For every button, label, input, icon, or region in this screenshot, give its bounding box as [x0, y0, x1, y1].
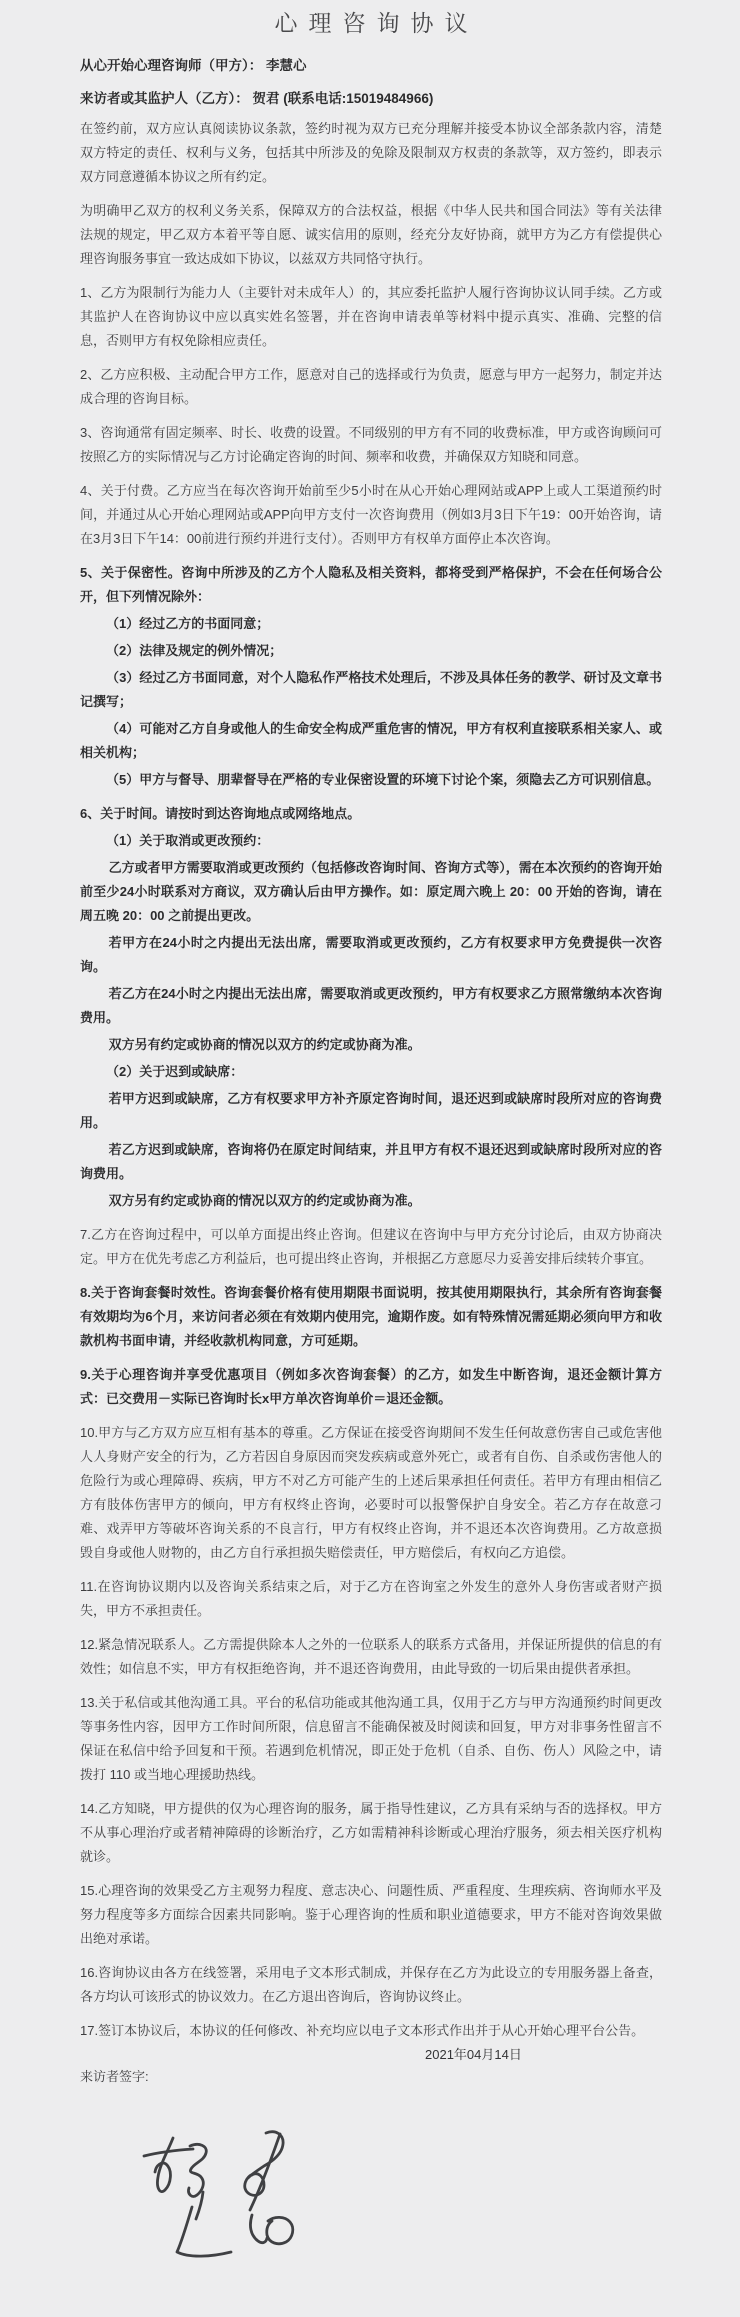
- clause-paragraph: （5）甲方与督导、朋辈督导在严格的专业保密设置的环境下讨论个案，须隐去乙方可识别信息。: [106, 772, 660, 787]
- clause-paragraph: 10.甲方与乙方双方应互相有基本的尊重。乙方保证在接受咨询期间不发生任何故意伤害自己或危害他人人身财产安全的行为，乙方若因自身原因而突发疾病或意外死亡，或者有自伤、自杀或伤害他人的危险行为或心理障碍、疾病，甲方不对乙方可能产生的上述后果承担任何责任。若甲方有理由相信乙方有肢体伤害甲方的倾向，甲方有权终止咨询，必要时可以报警保护自身安全。若乙方存在故意刁难、戏弄甲方等破坏咨询关系的不良言行，甲方有权终止咨询，并不退还本次咨询费用。乙方故意损毁自身或他人财物的，由乙方自行承担损失赔偿责任，甲方赔偿后，有权向乙方追偿。: [80, 1425, 662, 1560]
- clause-paragraph: （4）可能对乙方自身或他人的生命安全构成严重危害的情况，甲方有权利直接联系相关家人、或相关机构；: [80, 721, 662, 760]
- clause-paragraph: 8.关于咨询套餐时效性。咨询套餐价格有使用期限书面说明，按其使用期限执行，其余所有咨询套餐有效期均为6个月，来访问者必须在有效期内使用完，逾期作废。如有特殊情况需延期必须向甲方和收款机构书面申请，并经收款机构同意，方可延期。: [80, 1285, 662, 1348]
- clause-paragraph: 13.关于私信或其他沟通工具。平台的私信功能或其他沟通工具，仅用于乙方与甲方沟通预约时间更改等事务性内容，因甲方工作时间所限，信息留言不能确保被及时阅读和回复，甲方对非事务性留言不保证在私信中给予回复和干预。若遇到危机情况，即正处于危机（自杀、自伤、伤人）风险之中，请拨打 110 或当地心理援助热线。: [80, 1695, 662, 1782]
- clause-paragraph: 15.心理咨询的效果受乙方主观努力程度、意志决心、问题性质、严重程度、生理疾病、咨询师水平及努力程度等多方面综合因素共同影响。鉴于心理咨询的性质和职业道德要求，甲方不能对咨询效果做出绝对承诺。: [80, 1883, 662, 1946]
- clause-paragraph: 若甲方迟到或缺席，乙方有权要求甲方补齐原定咨询时间，退还迟到或缺席时段所对应的咨询费用。: [80, 1091, 662, 1130]
- clause-paragraph: 4、关于付费。乙方应当在每次咨询开始前至少5小时在从心开始心理网站或APP上或人工渠道预约时间，并通过从心开始心理网站或APP向甲方支付一次咨询费用（例如3月3日下午19：00开始咨询，请在3月3日下午14：00前进行预约并进行支付）。否则甲方有权单方面停止本次咨询。: [80, 483, 662, 546]
- clause-paragraph: 1、乙方为限制行为能力人（主要针对未成年人）的，其应委托监护人履行咨询协议认同手续。乙方或其监护人在咨询协议中应以真实姓名签署，并在咨询申请表单等材料中提示真实、准确、完整的信息，否则甲方有权免除相应责任。: [80, 285, 662, 348]
- clause-paragraph: 16.咨询协议由各方在线签署，采用电子文本形式制成，并保存在乙方为此设立的专用服务器上备查，各方均认可该形式的协议效力。在乙方退出咨询后，咨询协议终止。: [80, 1965, 662, 2004]
- handwritten-signature: [80, 2097, 380, 2317]
- clause-paragraph: 14.乙方知晓，甲方提供的仅为心理咨询的服务，属于指导性建议，乙方具有采纳与否的选择权。甲方不从事心理治疗或者精神障碍的诊断治疗，乙方如需精神科诊断或心理治疗服务，须去相关医疗机构就诊。: [80, 1801, 662, 1864]
- party-b-line: 来访者或其监护人（乙方）： 贺君 (联系电话:15019484966): [80, 91, 434, 106]
- clause-paragraph: （1）关于取消或更改预约：: [106, 833, 270, 848]
- clause-paragraph: 7.乙方在咨询过程中，可以单方面提出终止咨询。但建议在咨询中与甲方充分讨论后，由双方协商决定。甲方在优先考虑乙方利益后，也可提出终止咨询，并根据乙方意愿尽力妥善安排后续转介事宜。: [80, 1227, 662, 1266]
- clause-paragraph: 双方另有约定或协商的情况以双方的约定或协商为准。: [108, 1193, 421, 1208]
- clause-paragraph: 17.签订本协议后，本协议的任何修改、补充均应以电子文本形式作出并于从心开始心理平台公告。: [80, 2023, 645, 2038]
- clause-paragraph: （2）法律及规定的例外情况；: [106, 643, 283, 658]
- clause-paragraph: 12.紧急情况联系人。乙方需提供除本人之外的一位联系人的联系方式备用，并保证所提供的信息的有效性；如信息不实，甲方有权拒绝咨询，并不退还咨询费用，由此导致的一切后果由提供者承担。: [80, 1637, 662, 1676]
- clause-paragraph: 双方另有约定或协商的情况以双方的约定或协商为准。: [108, 1037, 421, 1052]
- clause-paragraph: 9.关于心理咨询并享受优惠项目（例如多次咨询套餐）的乙方，如发生中断咨询，退还金额计算方式：已交费用－实际已咨询时长x甲方单次咨询单价＝退还金额。: [80, 1367, 662, 1406]
- signature-label: 来访者签字:: [80, 2069, 149, 2084]
- clause-paragraph: 为明确甲乙双方的权利义务关系，保障双方的合法权益，根据《中华人民共和国合同法》等有关法律法规的规定，甲乙双方本着平等自愿、诚实信用的原则，经充分友好协商，就甲方为乙方有偿提供心理咨询服务事宜一致达成如下协议，以兹双方共同恪守执行。: [80, 203, 662, 266]
- clause-paragraph: 若乙方在24小时之内提出无法出席，需要取消或更改预约，甲方有权要求乙方照常缴纳本次咨询费用。: [80, 986, 662, 1025]
- signature-area: [80, 2097, 662, 2317]
- clause-paragraph: （3）经过乙方书面同意，对个人隐私作严格技术处理后，不涉及具体任务的教学、研讨及文章书记撰写；: [80, 670, 662, 709]
- clause-paragraph: 若甲方在24小时之内提出无法出席，需要取消或更改预约，乙方有权要求甲方免费提供一次咨询。: [80, 935, 662, 974]
- clause-paragraph: 3、咨询通常有固定频率、时长、收费的设置。不同级别的甲方有不同的收费标准，甲方或咨询顾问可按照乙方的实际情况与乙方讨论确定咨询的时间、频率和收费，并确保双方知晓和同意。: [80, 425, 662, 464]
- clause-paragraph: 若乙方迟到或缺席，咨询将仍在原定时间结束，并且甲方有权不退还迟到或缺席时段所对应的咨询费用。: [80, 1142, 662, 1181]
- party-a-line: 从心开始心理咨询师（甲方）： 李慧心: [80, 58, 307, 73]
- clause-paragraph: （2）关于迟到或缺席：: [106, 1064, 244, 1079]
- clause-paragraph: 6、关于时间。请按时到达咨询地点或网络地点。: [80, 806, 361, 821]
- clause-paragraph: 在签约前，双方应认真阅读协议条款，签约时视为双方已充分理解并接受本协议全部条款内容，清楚双方特定的责任、权利与义务，包括其中所涉及的免除及限制双方权责的条款等，双方签约，即表示双方同意遵循本协议之所有约定。: [80, 121, 662, 184]
- clause-paragraph: 乙方或者甲方需要取消或更改预约（包括修改咨询时间、咨询方式等），需在本次预约的咨询开始前至少24小时联系对方商议，双方确认后由甲方操作。如：原定周六晚上 20：00 开始的咨询，请在周五晚 20：00 之前提出更改。: [80, 860, 662, 923]
- clause-paragraph: 11.在咨询协议期内以及咨询关系结束之后，对于乙方在咨询室之外发生的意外人身伤害或者财产损失，甲方不承担责任。: [80, 1579, 662, 1618]
- clause-paragraph: 5、关于保密性。咨询中所涉及的乙方个人隐私及相关资料，都将受到严格保护，不会在任何场合公开，但下列情况除外：: [80, 565, 662, 604]
- signing-date: 2021年04月14日: [425, 2047, 522, 2062]
- page-title: 心理咨询协议: [274, 10, 479, 36]
- clauses-container: [80, 117, 662, 2043]
- clause-paragraph: （1）经过乙方的书面同意；: [106, 616, 270, 631]
- clause-paragraph: 2、乙方应积极、主动配合甲方工作，愿意对自己的选择或行为负责，愿意与甲方一起努力，制定并达成合理的咨询目标。: [80, 367, 662, 406]
